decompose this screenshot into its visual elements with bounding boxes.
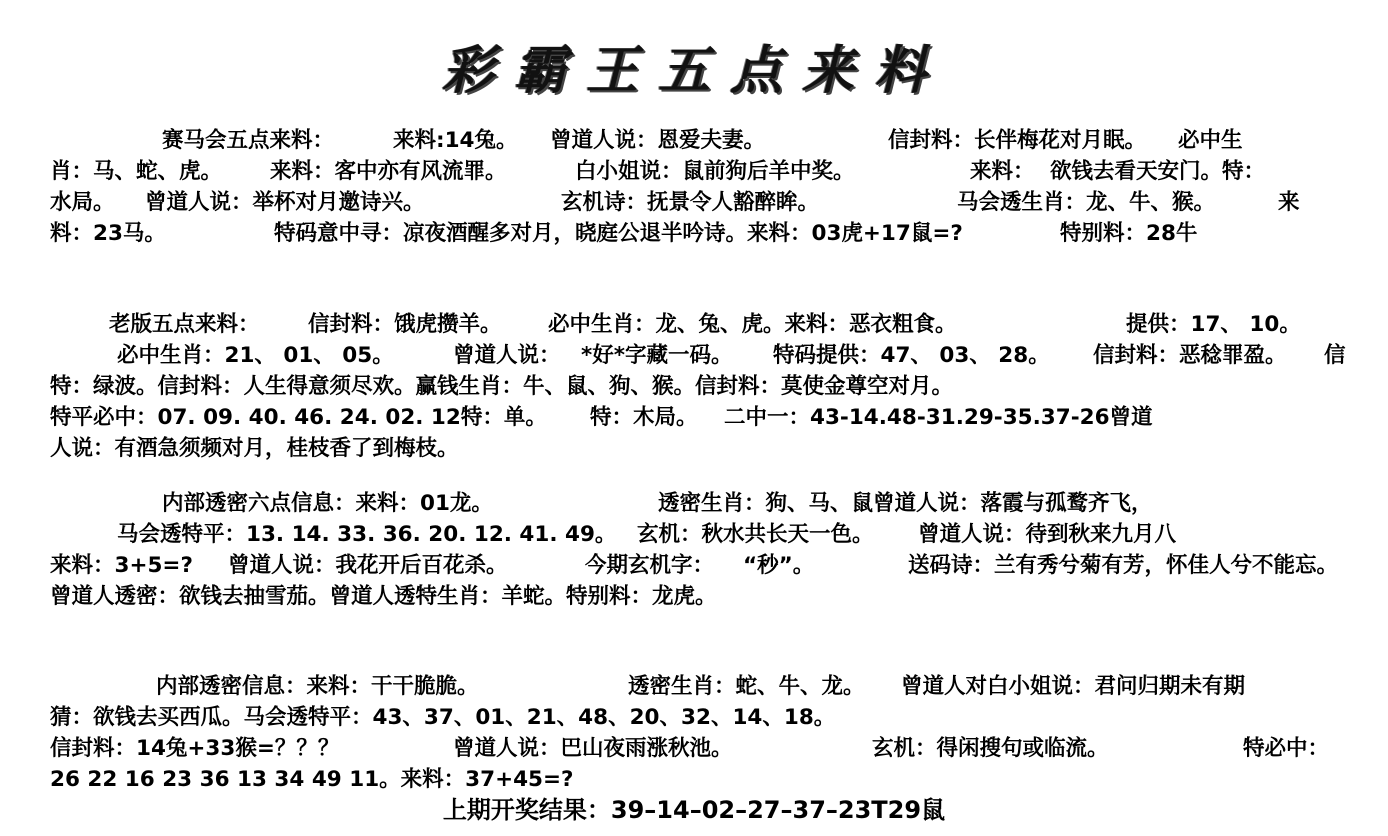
text-segment: 必中生肖：21、 01、 05。 <box>117 343 394 368</box>
section-saimahui <box>50 125 1380 249</box>
section-neibu-toumi <box>50 671 1380 795</box>
text-segment: 曾道人说：待到秋来九月八 <box>918 522 1177 547</box>
text-segment: 曾道人说：巴山夜雨涨秋池。 <box>453 736 733 761</box>
section-laoban <box>50 309 1380 464</box>
text-segment: *好*字藏一码。 <box>581 343 733 368</box>
text-segment: 来料:14兔。 <box>393 128 518 153</box>
text-line <box>50 671 1380 702</box>
text-segment: 水局。 <box>50 190 115 215</box>
text-segment: 来 <box>1278 190 1300 215</box>
text-segment: 信封料：14兔+33猴=？？？ <box>50 736 340 761</box>
section-neibu-liudian <box>50 488 1380 612</box>
text-line <box>50 433 1380 464</box>
text-segment: 曾道人说：我花开后百花杀。 <box>228 553 508 578</box>
text-line <box>50 309 1380 340</box>
text-segment: 送码诗：兰有秀兮菊有芳，怀佳人兮不能忘。 <box>908 553 1339 578</box>
text-segment: 透密生肖：蛇、牛、龙。 <box>628 674 865 699</box>
last-draw-result: 上期开奖结果：39–14–02–27–37–23T29鼠 <box>442 796 946 824</box>
text-segment: 猜：欲钱去买西瓜。马会透特平：43、37、01、21、48、20、32、14、18。 <box>50 705 836 730</box>
text-segment: 赛马会五点来料： <box>162 128 335 153</box>
text-segment: 特平必中：07. 09. 40. 46. 24. 02. 12特：单。 <box>50 405 547 430</box>
text-segment: 老版五点来料： <box>109 312 260 337</box>
text-segment: 信封料：饿虎攒羊。 <box>308 312 502 337</box>
text-segment: 马会透生肖：龙、牛、猴。 <box>957 190 1216 215</box>
text-segment: 特：木局。 <box>590 405 698 430</box>
text-segment: 内部透密六点信息：来料：01龙。 <box>162 491 493 516</box>
text-segment: 肖：马、蛇、虎。 <box>50 159 223 184</box>
page-title: 彩霸王五点来料 <box>441 40 946 101</box>
text-segment: 特码提供：47、 03、 28。 <box>773 343 1050 368</box>
text-segment: 来料：客中亦有风流罪。 <box>270 159 507 184</box>
text-segment: 二中一：43-14.48-31.29-35.37-26曾道 <box>724 405 1153 430</box>
text-line <box>50 488 1380 519</box>
text-line <box>50 519 1380 550</box>
text-segment: 特码意中寻：凉夜酒醒多对月，晓庭公退半吟诗。来料：03虎+17鼠=? <box>274 221 963 246</box>
text-segment: 马会透特平：13. 14. 33. 36. 20. 12. 41. 49。 <box>117 522 617 547</box>
text-segment: 26 22 16 23 36 13 34 49 11。来料：37+45=? <box>50 767 574 792</box>
text-line <box>50 340 1380 371</box>
text-line <box>50 702 1380 733</box>
text-segment: 特：绿波。信封料：人生得意须尽欢。赢钱生肖：牛、鼠、狗、猴。信封料：莫使金尊空对月。 <box>50 374 954 399</box>
text-segment: 来料： <box>970 159 1035 184</box>
text-segment: 信封料：恶稔罪盈。 <box>1093 343 1287 368</box>
text-segment: 曾道人说： <box>453 343 561 368</box>
text-segment: 来料：3+5=? <box>50 553 193 578</box>
text-segment: 今期玄机字： <box>585 553 715 578</box>
text-segment: 人说：有酒急须频对月，桂枝香了到梅枝。 <box>50 436 459 461</box>
text-segment: 玄机：得闲搜句或临流。 <box>872 736 1109 761</box>
text-line <box>50 402 1380 433</box>
text-line <box>50 371 1380 402</box>
text-segment: 必中生肖：龙、兔、虎。来料：恶衣粗食。 <box>548 312 957 337</box>
text-segment: 曾道人对白小姐说：君问归期未有期 <box>901 674 1246 699</box>
text-line <box>50 733 1380 764</box>
text-segment: 透密生肖：狗、马、鼠曾道人说：落霞与孤鹜齐飞， <box>658 491 1153 516</box>
text-segment: 曾道人说：恩爱夫妻。 <box>550 128 766 153</box>
text-line <box>50 218 1380 249</box>
text-segment: 白小姐说：鼠前狗后羊中奖。 <box>575 159 855 184</box>
text-segment: 玄机：秋水共长天一色。 <box>637 522 874 547</box>
text-segment: 信 <box>1324 343 1346 368</box>
text-segment: 提供：17、 10。 <box>1126 312 1301 337</box>
text-segment: 特别料：28牛 <box>1060 221 1198 246</box>
text-line <box>50 156 1380 187</box>
text-segment: 玄机诗：抚景令人豁醉眸。 <box>561 190 820 215</box>
text-line <box>50 581 1380 612</box>
text-segment: 曾道人说：举杯对月邀诗兴。 <box>145 190 425 215</box>
text-segment: “秒”。 <box>743 553 815 578</box>
text-line <box>50 187 1380 218</box>
text-segment: 曾道人透密：欲钱去抽雪茄。曾道人透特生肖：羊蛇。特别料：龙虎。 <box>50 584 717 609</box>
text-segment: 内部透密信息：来料：干干脆脆。 <box>156 674 479 699</box>
text-line <box>50 125 1380 156</box>
text-segment: 信封料：长伴梅花对月眠。 <box>888 128 1147 153</box>
text-segment: 欲钱去看天安门。特： <box>1050 159 1266 184</box>
text-segment: 特必中： <box>1243 736 1330 761</box>
text-segment: 必中生 <box>1178 128 1243 153</box>
text-segment: 料：23马。 <box>50 221 166 246</box>
text-line <box>50 550 1380 581</box>
